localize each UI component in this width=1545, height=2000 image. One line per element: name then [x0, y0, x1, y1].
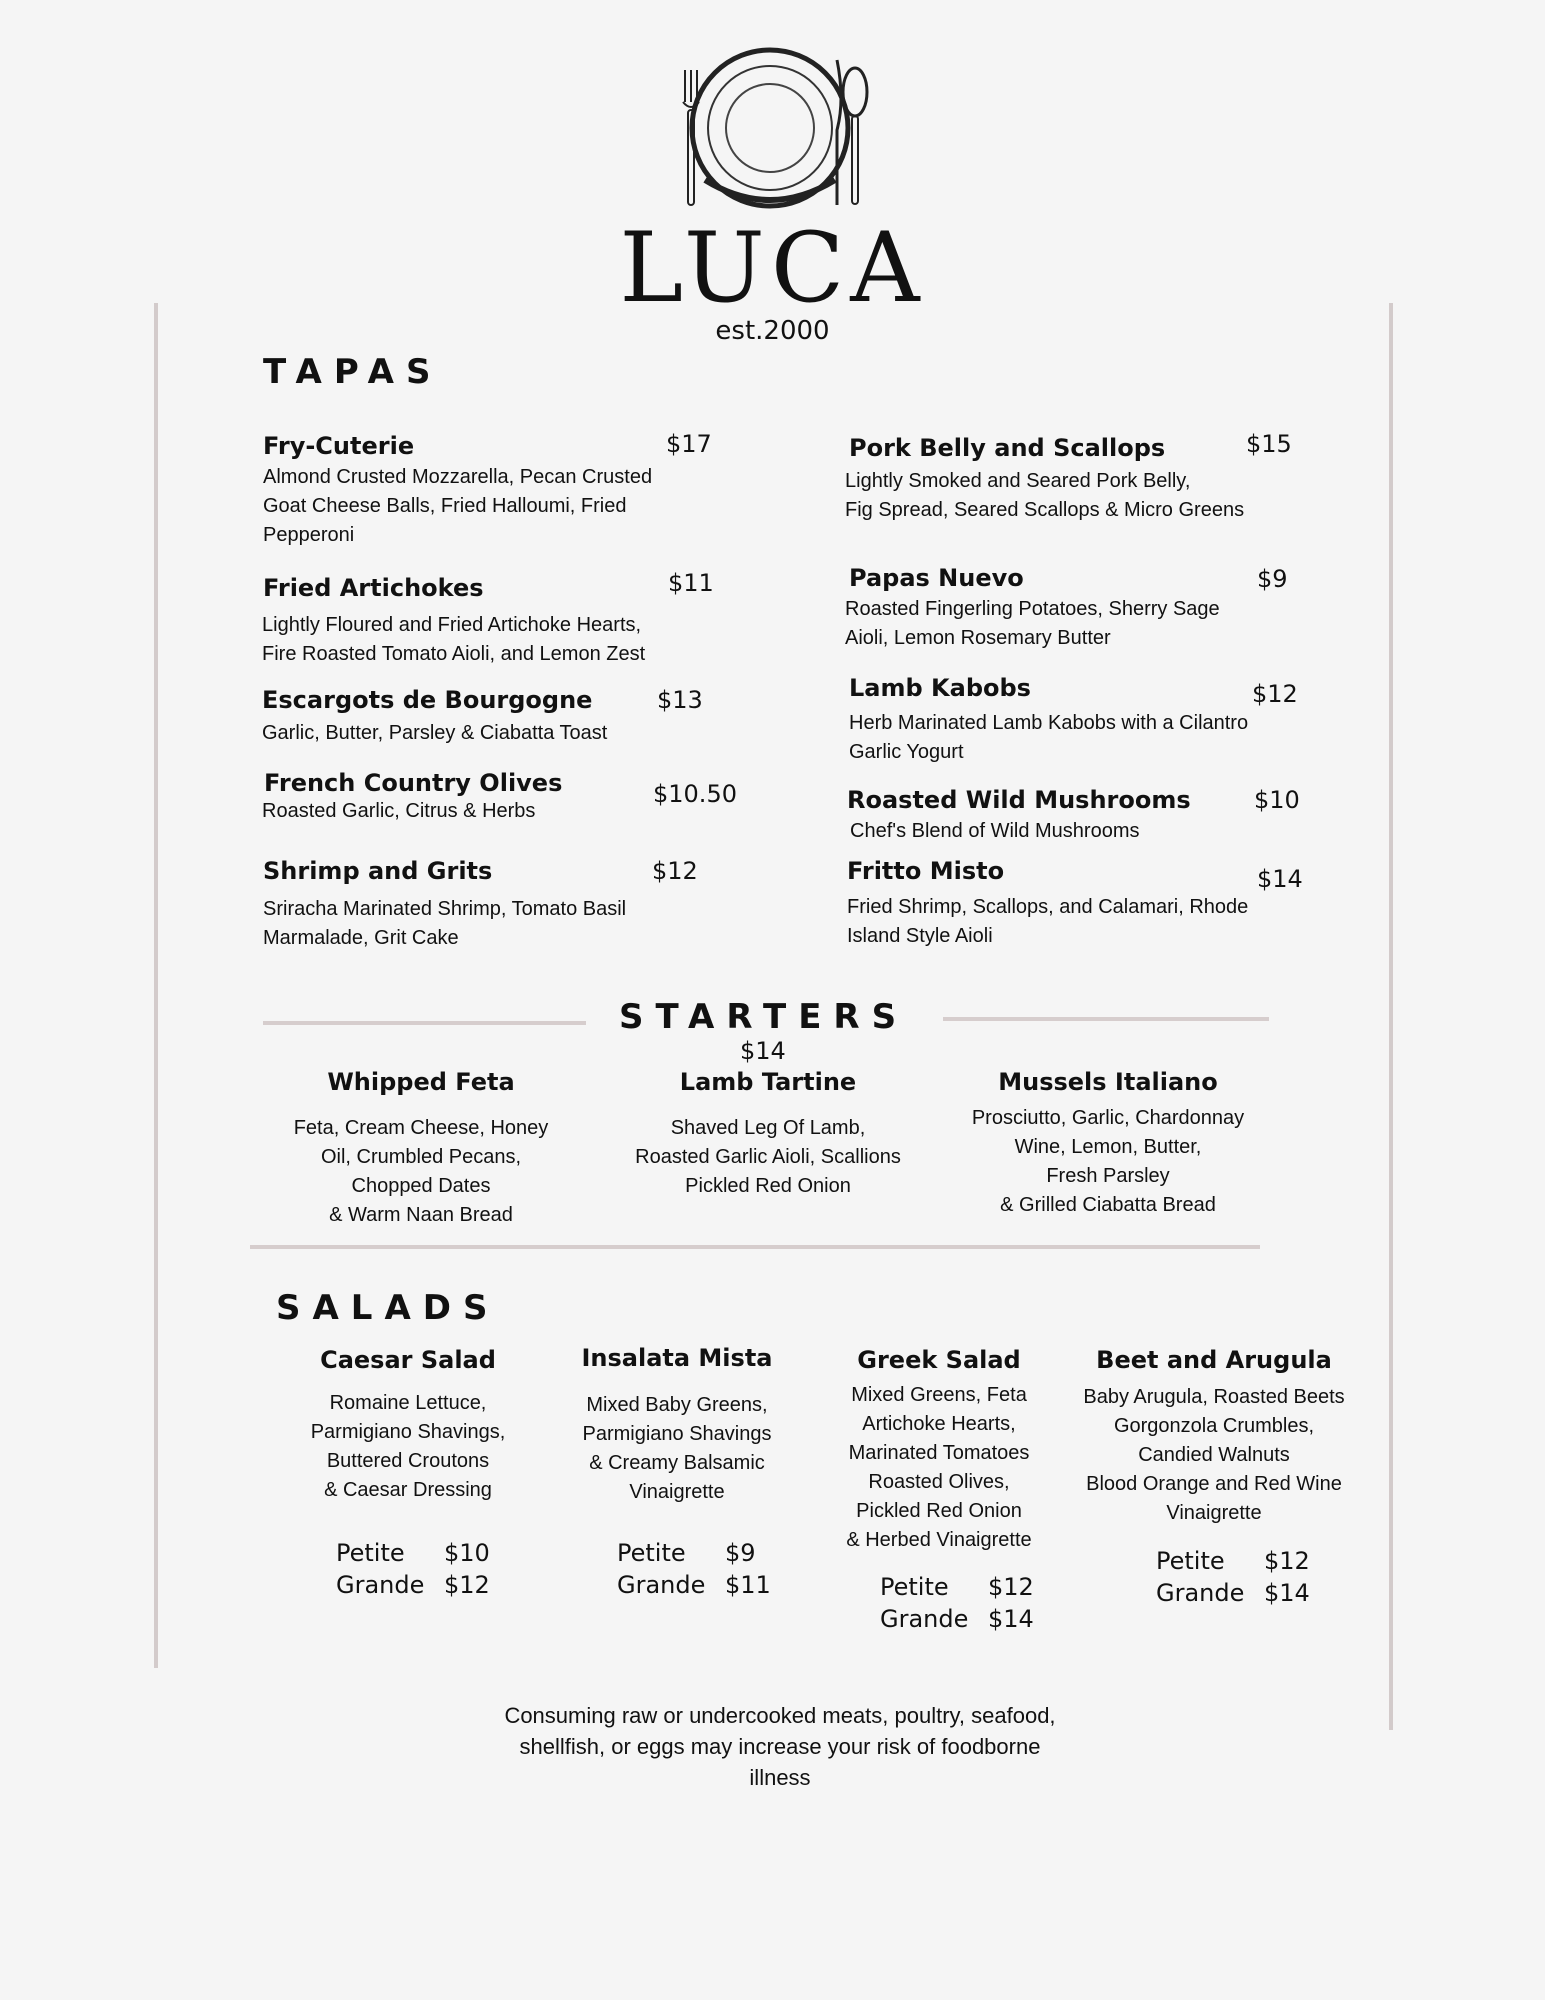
menu-item-description: Herb Marinated Lamb Kabobs with a Cilantro Garlic Yogurt — [849, 712, 1249, 763]
starters-bottom-divider — [250, 1245, 1260, 1249]
menu-item-price: $15 — [1246, 430, 1292, 458]
menu-item-description: Almond Crusted Mozzarella, Pecan Crusted Goat Cheese Balls, Fried Halloumi, Fried Pepperoni — [263, 466, 653, 546]
menu-item-name: Fritto Misto — [847, 857, 1005, 885]
menu-item-price: $10 — [1254, 786, 1300, 814]
menu-item-description: Roasted Garlic, Citrus & Herbs — [262, 800, 536, 822]
menu-item-description: Roasted Fingerling Potatoes, Sherry Sage Aioli, Lemon Rosemary Butter — [845, 598, 1220, 649]
starters-price: $14 — [740, 1037, 786, 1065]
menu-item-description: Garlic, Butter, Parsley & Ciabatta Toast — [262, 722, 608, 744]
salad-size-prices: Petite $10 Grande $12 — [336, 1539, 490, 1599]
salad-item-description: Mixed Greens, Feta Artichoke Hearts, Marinated Tomatoes Roasted Olives, Pickled Red Onion & Herbed Vinaigrette — [846, 1384, 1032, 1551]
starters-divider-right — [943, 1017, 1269, 1021]
starter-item-name: Whipped Feta — [327, 1068, 515, 1096]
salad-item-description: Romaine Lettuce, Parmigiano Shavings, Buttered Croutons & Caesar Dressing — [310, 1392, 506, 1501]
salad-item-name: Insalata Mista — [581, 1344, 773, 1372]
right-border-line — [1389, 303, 1393, 1730]
salads-title: SALADS — [276, 1288, 500, 1328]
starter-item-description: Shaved Leg Of Lamb, Roasted Garlic Aioli, Scallions Pickled Red Onion — [635, 1117, 901, 1197]
salad-item-description: Mixed Baby Greens, Parmigiano Shavings & Creamy Balsamic Vinaigrette — [582, 1394, 772, 1503]
salad-item-name: Greek Salad — [857, 1346, 1021, 1374]
salad-item-description: Baby Arugula, Roasted Beets Gorgonzola Crumbles, Candied Walnuts Blood Orange and Red Wine Vinaigrette — [1083, 1386, 1345, 1524]
established-year: est.2000 — [715, 316, 830, 346]
starter-item-name: Mussels Italiano — [998, 1068, 1218, 1096]
menu-item-price: $13 — [657, 686, 703, 714]
menu-item-name: Roasted Wild Mushrooms — [847, 786, 1191, 814]
menu-item-price: $11 — [668, 569, 714, 597]
starter-item-name: Lamb Tartine — [679, 1068, 857, 1096]
starters-divider-left — [263, 1021, 586, 1025]
menu-item-name: Shrimp and Grits — [263, 857, 493, 885]
salad-item-name: Beet and Arugula — [1096, 1346, 1332, 1374]
food-safety-disclaimer: Consuming raw or undercooked meats, poultry, seafood, shellfish, or eggs may increase your risk of foodborne illness — [504, 1703, 1056, 1790]
menu-item-description: Fried Shrimp, Scallops, and Calamari, Rhode Island Style Aioli — [847, 896, 1249, 947]
menu-item-description: Chef's Blend of Wild Mushrooms — [850, 820, 1140, 842]
menu-item-name: Escargots de Bourgogne — [262, 686, 593, 714]
menu-item-name: French Country Olives — [264, 769, 563, 797]
menu-item-name: Fried Artichokes — [263, 574, 484, 602]
starter-item-description: Prosciutto, Garlic, Chardonnay Wine, Lemon, Butter, Fresh Parsley & Grilled Ciabatta Bread — [971, 1107, 1245, 1216]
menu-item-price: $10.50 — [653, 780, 737, 808]
menu-item-price: $17 — [666, 430, 712, 458]
salad-size-prices: Petite $9 Grande $11 — [617, 1539, 771, 1599]
menu-item-price: $12 — [652, 857, 698, 885]
menu-item-price: $9 — [1257, 565, 1288, 593]
salad-size-prices: Petite $12 Grande $14 — [880, 1573, 1034, 1633]
salad-size-prices: Petite $12 Grande $14 — [1156, 1547, 1310, 1607]
menu-item-name: Papas Nuevo — [849, 564, 1024, 592]
salad-item-name: Caesar Salad — [320, 1346, 496, 1374]
menu-item-description: Lightly Floured and Fried Artichoke Hearts, Fire Roasted Tomato Aioli, and Lemon Zest — [262, 614, 646, 665]
menu-item-description: Lightly Smoked and Seared Pork Belly, Fig Spread, Seared Scallops & Micro Greens — [845, 470, 1245, 521]
plate-fork-spoon-icon — [665, 40, 875, 220]
starter-item-description: Feta, Cream Cheese, Honey Oil, Crumbled Pecans, Chopped Dates & Warm Naan Bread — [293, 1117, 549, 1226]
tapas-title: TAPAS — [263, 352, 443, 392]
menu-item-price: $14 — [1257, 865, 1303, 893]
menu-item-name: Pork Belly and Scallops — [849, 434, 1166, 462]
restaurant-name: LUCA — [619, 212, 926, 324]
left-border-line — [154, 303, 158, 1668]
menu-item-name: Lamb Kabobs — [849, 674, 1031, 702]
menu-item-description: Sriracha Marinated Shrimp, Tomato Basil Marmalade, Grit Cake — [263, 898, 627, 949]
starters-title: STARTERS — [619, 997, 909, 1037]
menu-item-price: $12 — [1252, 680, 1298, 708]
menu-item-name: Fry-Cuterie — [263, 432, 415, 460]
